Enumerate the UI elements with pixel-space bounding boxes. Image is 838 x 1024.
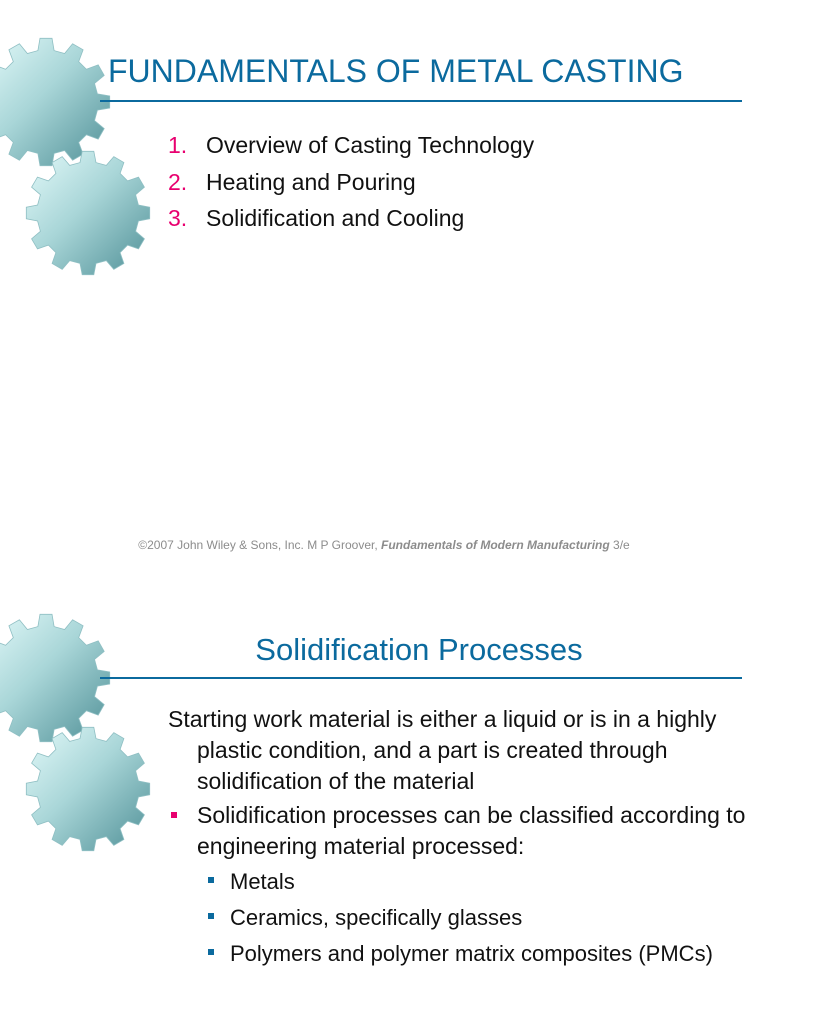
intro-paragraph: Starting work material is either a liquid or is in a highly plastic condition, and a part is created through solidification of the material: [168, 706, 717, 794]
agenda-item: [168, 200, 534, 237]
bullet-item: [168, 800, 748, 862]
footer-book-title: Fundamentals of Modern Manufacturing: [381, 538, 610, 552]
agenda-item-text: Heating and Pouring: [206, 168, 416, 195]
sub-bullet-text: Polymers and polymer matrix composites (PMCs): [230, 941, 713, 966]
slide-1: [0, 0, 768, 552]
gear-decoration: [0, 0, 170, 300]
footer-copyright: ©2007 John Wiley & Sons, Inc. M P Groover,: [138, 538, 382, 552]
slide-2: [0, 576, 768, 1024]
gear-decoration: [0, 576, 170, 876]
square-bullet-icon: [208, 949, 214, 955]
agenda-list: [168, 127, 534, 237]
sub-bullet-list: [168, 866, 748, 969]
sub-bullet-text: Metals: [230, 869, 295, 894]
title-divider: [100, 100, 742, 102]
gear-icon: [26, 151, 149, 274]
sub-bullet-item: [168, 902, 748, 933]
gear-icon: [26, 727, 149, 850]
agenda-item-number: 3.: [168, 205, 188, 231]
square-bullet-icon: [208, 877, 214, 883]
sub-bullet-item: [168, 866, 748, 897]
slide-body: [168, 704, 748, 974]
agenda-item-number: 1.: [168, 132, 188, 158]
gear-icon: [0, 38, 110, 165]
sub-bullet-text: Ceramics, specifically glasses: [230, 905, 523, 930]
copyright-footer: [0, 538, 768, 552]
agenda-item-number: 2.: [168, 168, 188, 195]
footer-edition: 3/e: [609, 538, 630, 552]
slide-title: FUNDAMENTALS OF METAL CASTING: [108, 53, 684, 89]
bullet-text: Solidification processes can be classified according to engineering material processed:: [197, 802, 746, 859]
square-bullet-icon: [171, 812, 177, 818]
agenda-item: [168, 164, 534, 201]
agenda-item-text: Solidification and Cooling: [206, 205, 465, 231]
slide-title: Solidification Processes: [255, 632, 583, 667]
agenda-item: [168, 127, 534, 164]
title-divider: [100, 677, 742, 679]
agenda-item-text: Overview of Casting Technology: [206, 132, 535, 158]
sub-bullet-item: [168, 938, 748, 969]
square-bullet-icon: [208, 913, 214, 919]
